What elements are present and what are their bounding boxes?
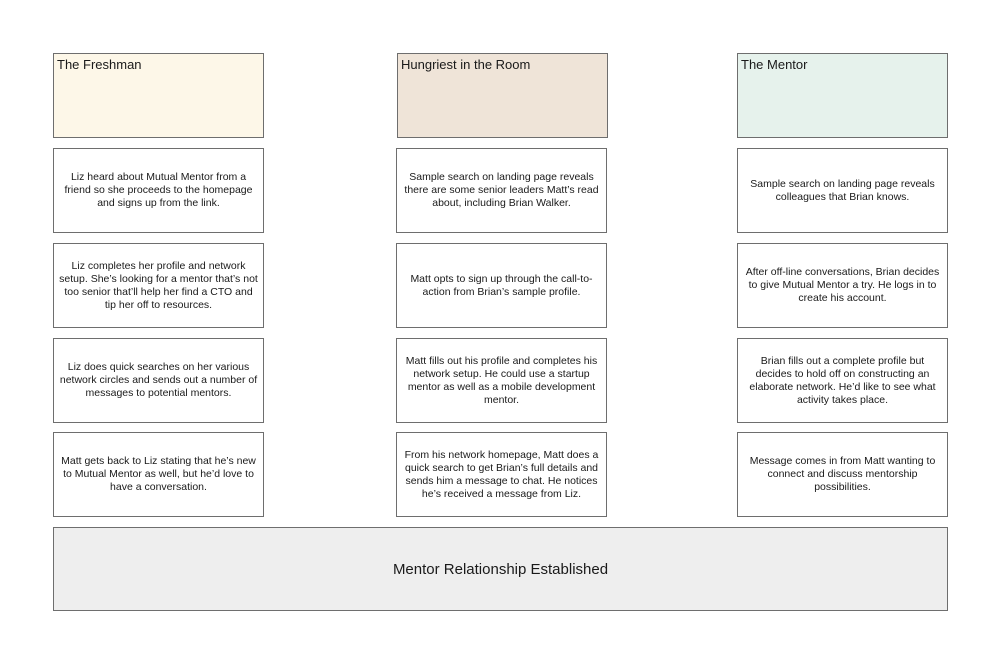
step-card xyxy=(737,243,948,328)
outcome-banner xyxy=(53,527,948,611)
outcome-label: Mentor Relationship Established xyxy=(392,560,609,578)
step-text: Matt fills out his profile and completes his network setup. He could use a startup mentor as well as a mobile development mentor. xyxy=(405,354,598,406)
step-text: Matt gets back to Liz stating that he’s new to Mutual Mentor as well, but he’d love to have a conversation. xyxy=(61,455,256,493)
step-card xyxy=(737,432,948,517)
step-text: Matt opts to sign up through the call-to-action from Brian’s sample profile. xyxy=(410,272,593,298)
column-title: The Mentor xyxy=(741,57,808,72)
step-text: From his network homepage, Matt does a quick search to get Brian’s full details and sends him a message to chat. He notices he’s received a message from Liz. xyxy=(404,448,599,500)
step-text: After off-line conversations, Brian decides to give Mutual Mentor a try. He logs in to create his account. xyxy=(745,266,940,304)
step-text: Liz heard about Mutual Mentor from a friend so she proceeds to the homepage and signs up from the link. xyxy=(64,171,253,209)
step-card xyxy=(396,148,607,233)
step-text: Sample search on landing page reveals colleagues that Brian knows. xyxy=(750,177,935,203)
step-card xyxy=(396,243,607,328)
step-text: Liz completes her profile and network setup. She’s looking for a mentor that’s not too senior that’ll help her find a CTO and tip her off to resources. xyxy=(59,259,258,311)
step-card xyxy=(53,432,264,517)
column-header-freshman xyxy=(53,53,264,138)
step-text: Sample search on landing page reveals there are some senior leaders Matt’s read about, including Brian Walker. xyxy=(404,171,599,209)
step-card xyxy=(737,148,948,233)
step-card xyxy=(737,338,948,423)
step-card xyxy=(53,148,264,233)
step-card xyxy=(53,338,264,423)
step-text: Message comes in from Matt wanting to connect and discuss mentorship possibilities. xyxy=(749,455,936,493)
column-title: The Freshman xyxy=(57,57,142,72)
step-card xyxy=(53,243,264,328)
step-card xyxy=(396,338,607,423)
column-title: Hungriest in the Room xyxy=(401,57,531,72)
column-header-mentor xyxy=(737,53,948,138)
step-text: Brian fills out a complete profile but decides to hold off on constructing an elaborate network. He’d like to see what activity takes place. xyxy=(749,354,936,406)
step-card xyxy=(396,432,607,517)
step-text: Liz does quick searches on her various network circles and sends out a number of messages to potential mentors. xyxy=(59,361,258,399)
column-header-hungriest xyxy=(397,53,608,138)
